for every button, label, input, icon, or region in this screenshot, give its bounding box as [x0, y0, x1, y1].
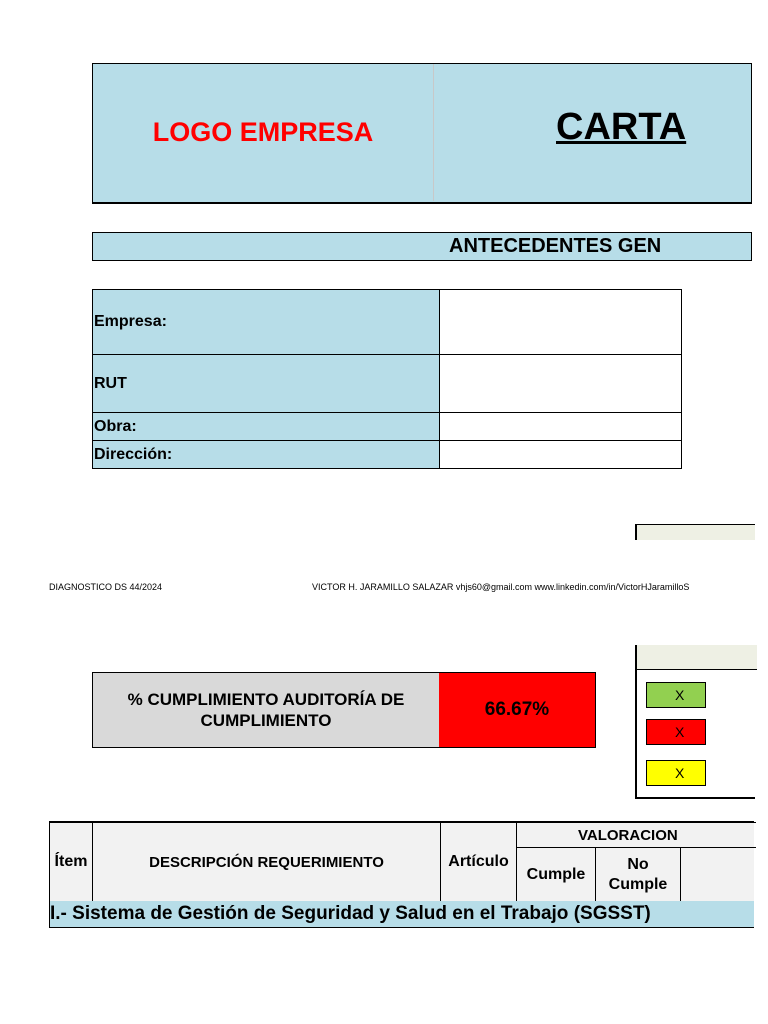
antecedentes-title: ANTECEDENTES GEN — [92, 232, 752, 261]
obra-input[interactable] — [440, 413, 681, 440]
logo-placeholder: LOGO EMPRESA — [93, 64, 434, 201]
form-label: Dirección: — [93, 441, 440, 468]
compliance-value: 66.67% — [439, 672, 596, 748]
legend-swatch-yellow: X — [646, 760, 706, 786]
rut-input[interactable] — [440, 355, 681, 412]
section-title: I.- Sistema de Gestión de Seguridad y Salud en el Trabajo (SGSST) — [49, 901, 754, 928]
legend-header — [637, 645, 757, 670]
col-valoracion-header: VALORACION — [516, 822, 756, 848]
legend-swatch-green: X — [646, 682, 706, 708]
col-article-header: Artículo — [440, 822, 517, 902]
compliance-label: % CUMPLIMIENTO AUDITORÍA DE CUMPLIMIENTO — [92, 672, 440, 748]
form-label: Empresa: — [93, 290, 440, 354]
form-label: Obra: — [93, 413, 440, 440]
form-row-rut — [92, 354, 682, 413]
page-break-box — [635, 524, 755, 540]
document-title: CARTA — [556, 106, 687, 148]
legend-swatch-red: X — [646, 719, 706, 745]
empresa-input[interactable] — [440, 290, 681, 354]
col-item-header: Ítem — [49, 822, 93, 902]
col-description-header: DESCRIPCIÓN REQUERIMIENTO — [92, 822, 441, 902]
col-cumple-header: Cumple — [516, 847, 596, 902]
form-row-obra — [92, 412, 682, 441]
direccion-input[interactable] — [440, 441, 681, 468]
footer-left: DIAGNOSTICO DS 44/2024 — [49, 582, 163, 592]
form-row-direccion — [92, 440, 682, 469]
requirements-table-header — [49, 821, 754, 901]
footer-right: VICTOR H. JARAMILLO SALAZAR vhjs60@gmail.com www.linkedin.com/in/VictorHJaramilloS — [312, 582, 690, 592]
form-label: RUT — [93, 355, 440, 412]
form-row-empresa — [92, 289, 682, 355]
col-no-cumple-header: No Cumple — [595, 847, 681, 902]
